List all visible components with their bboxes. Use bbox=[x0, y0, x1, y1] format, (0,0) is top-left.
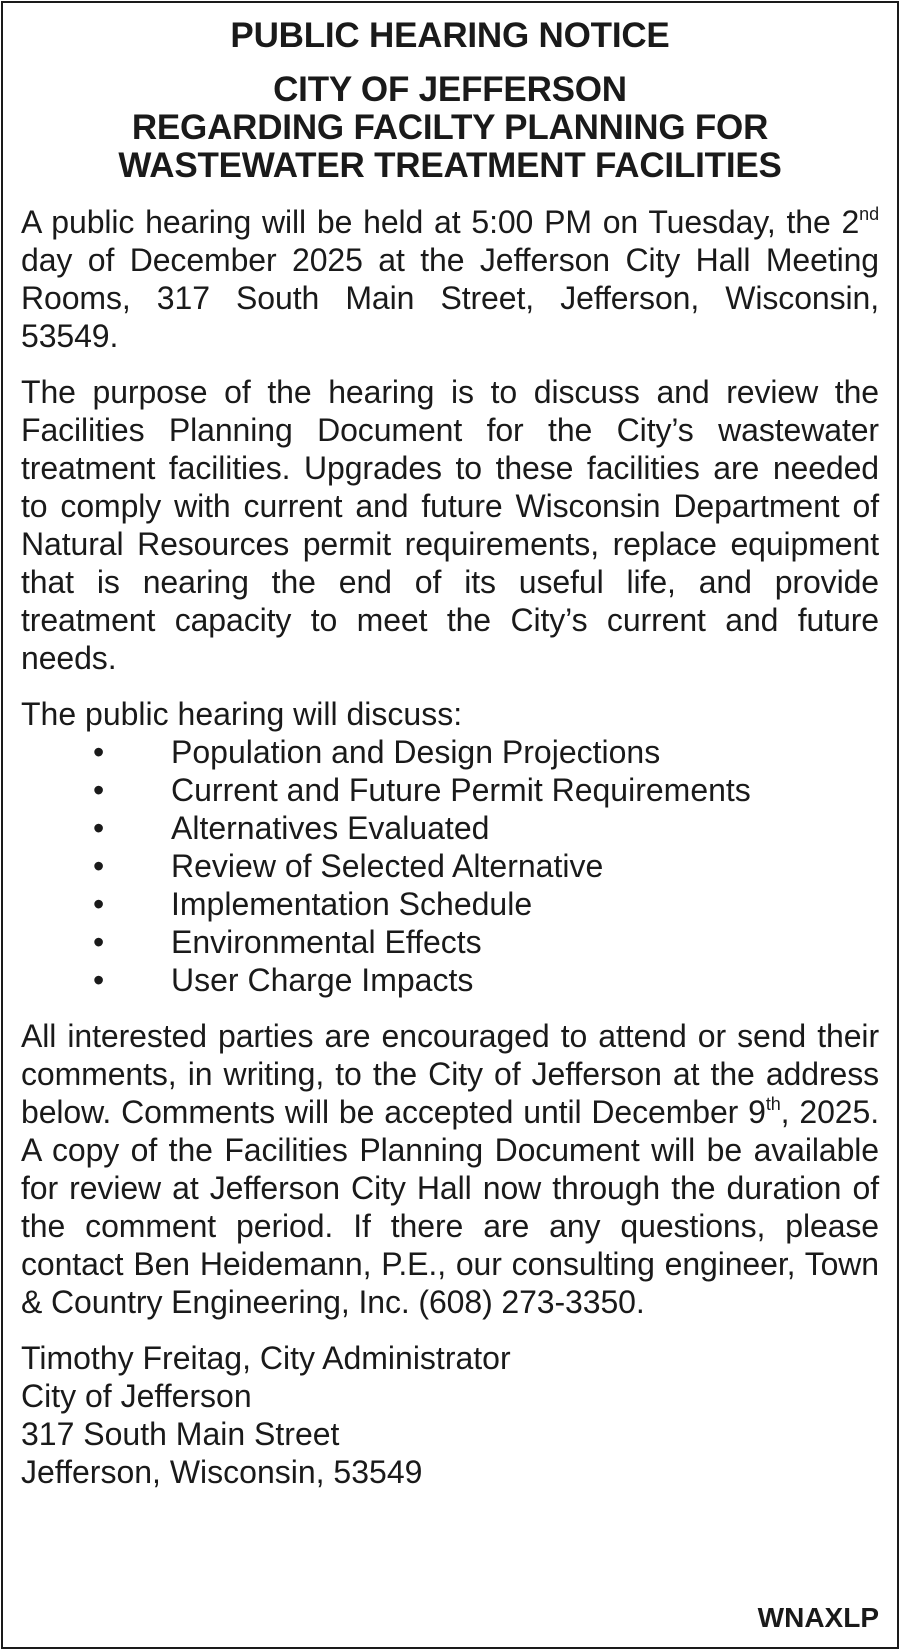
notice-title: PUBLIC HEARING NOTICE bbox=[230, 16, 670, 55]
publication-code: WNAXLP bbox=[757, 1602, 879, 1633]
topic-item: • Population and Design Projections bbox=[21, 733, 879, 771]
signatory-organization: City of Jefferson bbox=[21, 1378, 252, 1414]
subtitle-line-3: WASTEWATER TREATMENT FACILITIES bbox=[118, 146, 782, 185]
signatory-city: Jefferson, Wisconsin, 53549 bbox=[21, 1454, 423, 1490]
topics-intro: The public hearing will discuss: bbox=[21, 696, 463, 732]
signatory-name: Timothy Freitag, City Administrator bbox=[21, 1340, 511, 1376]
signatory-street: 317 South Main Street bbox=[21, 1416, 340, 1452]
comments-text-2: , 2025. A copy of the Facilities Planning Document will be available for review at Jefferson City Hall now through the duration of the comment period. If there are any questions, please contact Ben Heidemann, P.E., our consulting engineer, Town & Country Engineering, Inc. (608) 273-3350. bbox=[21, 1094, 879, 1320]
topic-item: • Current and Future Permit Requirements bbox=[21, 771, 879, 809]
signature-block bbox=[21, 1339, 879, 1491]
topic-item: • Environmental Effects bbox=[21, 923, 879, 961]
topic-item: • Review of Selected Alternative bbox=[21, 847, 879, 885]
topic-item: • Alternatives Evaluated bbox=[21, 809, 879, 847]
hearing-date-text-1: A public hearing will be held at 5:00 PM on Tuesday, the 2 bbox=[21, 204, 860, 240]
notice-subtitle bbox=[21, 71, 879, 185]
purpose-paragraph: The purpose of the hearing is to discuss and review the Facilities Planning Document for the City’s wastewater treatment facilities. Upgrades to these facilities are needed to comply with current and future Wisconsin Department of Natural Resources permit requirements, replace equipment that is nearing the end of its useful life, and provide treatment capacity to meet the City’s current and future needs. bbox=[21, 374, 879, 676]
subtitle-line-1: CITY OF JEFFERSON bbox=[273, 70, 627, 109]
ordinal-suffix-th: th bbox=[765, 1094, 781, 1114]
hearing-date-text-2: day of December 2025 at the Jefferson City Hall Meeting Rooms, 317 South Main Street, Jefferson, Wisconsin, 53549. bbox=[21, 242, 879, 354]
ordinal-suffix-nd: nd bbox=[859, 204, 879, 224]
topics-list bbox=[21, 733, 879, 999]
topic-item: • User Charge Impacts bbox=[21, 961, 879, 999]
comments-paragraph bbox=[21, 1017, 879, 1321]
topic-item: • Implementation Schedule bbox=[21, 885, 879, 923]
subtitle-line-2: REGARDING FACILTY PLANNING FOR bbox=[131, 108, 769, 147]
comments-text-1: All interested parties are encouraged to attend or send their comments, in writing, to the City of Jefferson at the address below. Comments will be accepted until December 9 bbox=[21, 1018, 879, 1130]
hearing-date-paragraph bbox=[21, 203, 879, 355]
public-notice bbox=[1, 1, 899, 1649]
